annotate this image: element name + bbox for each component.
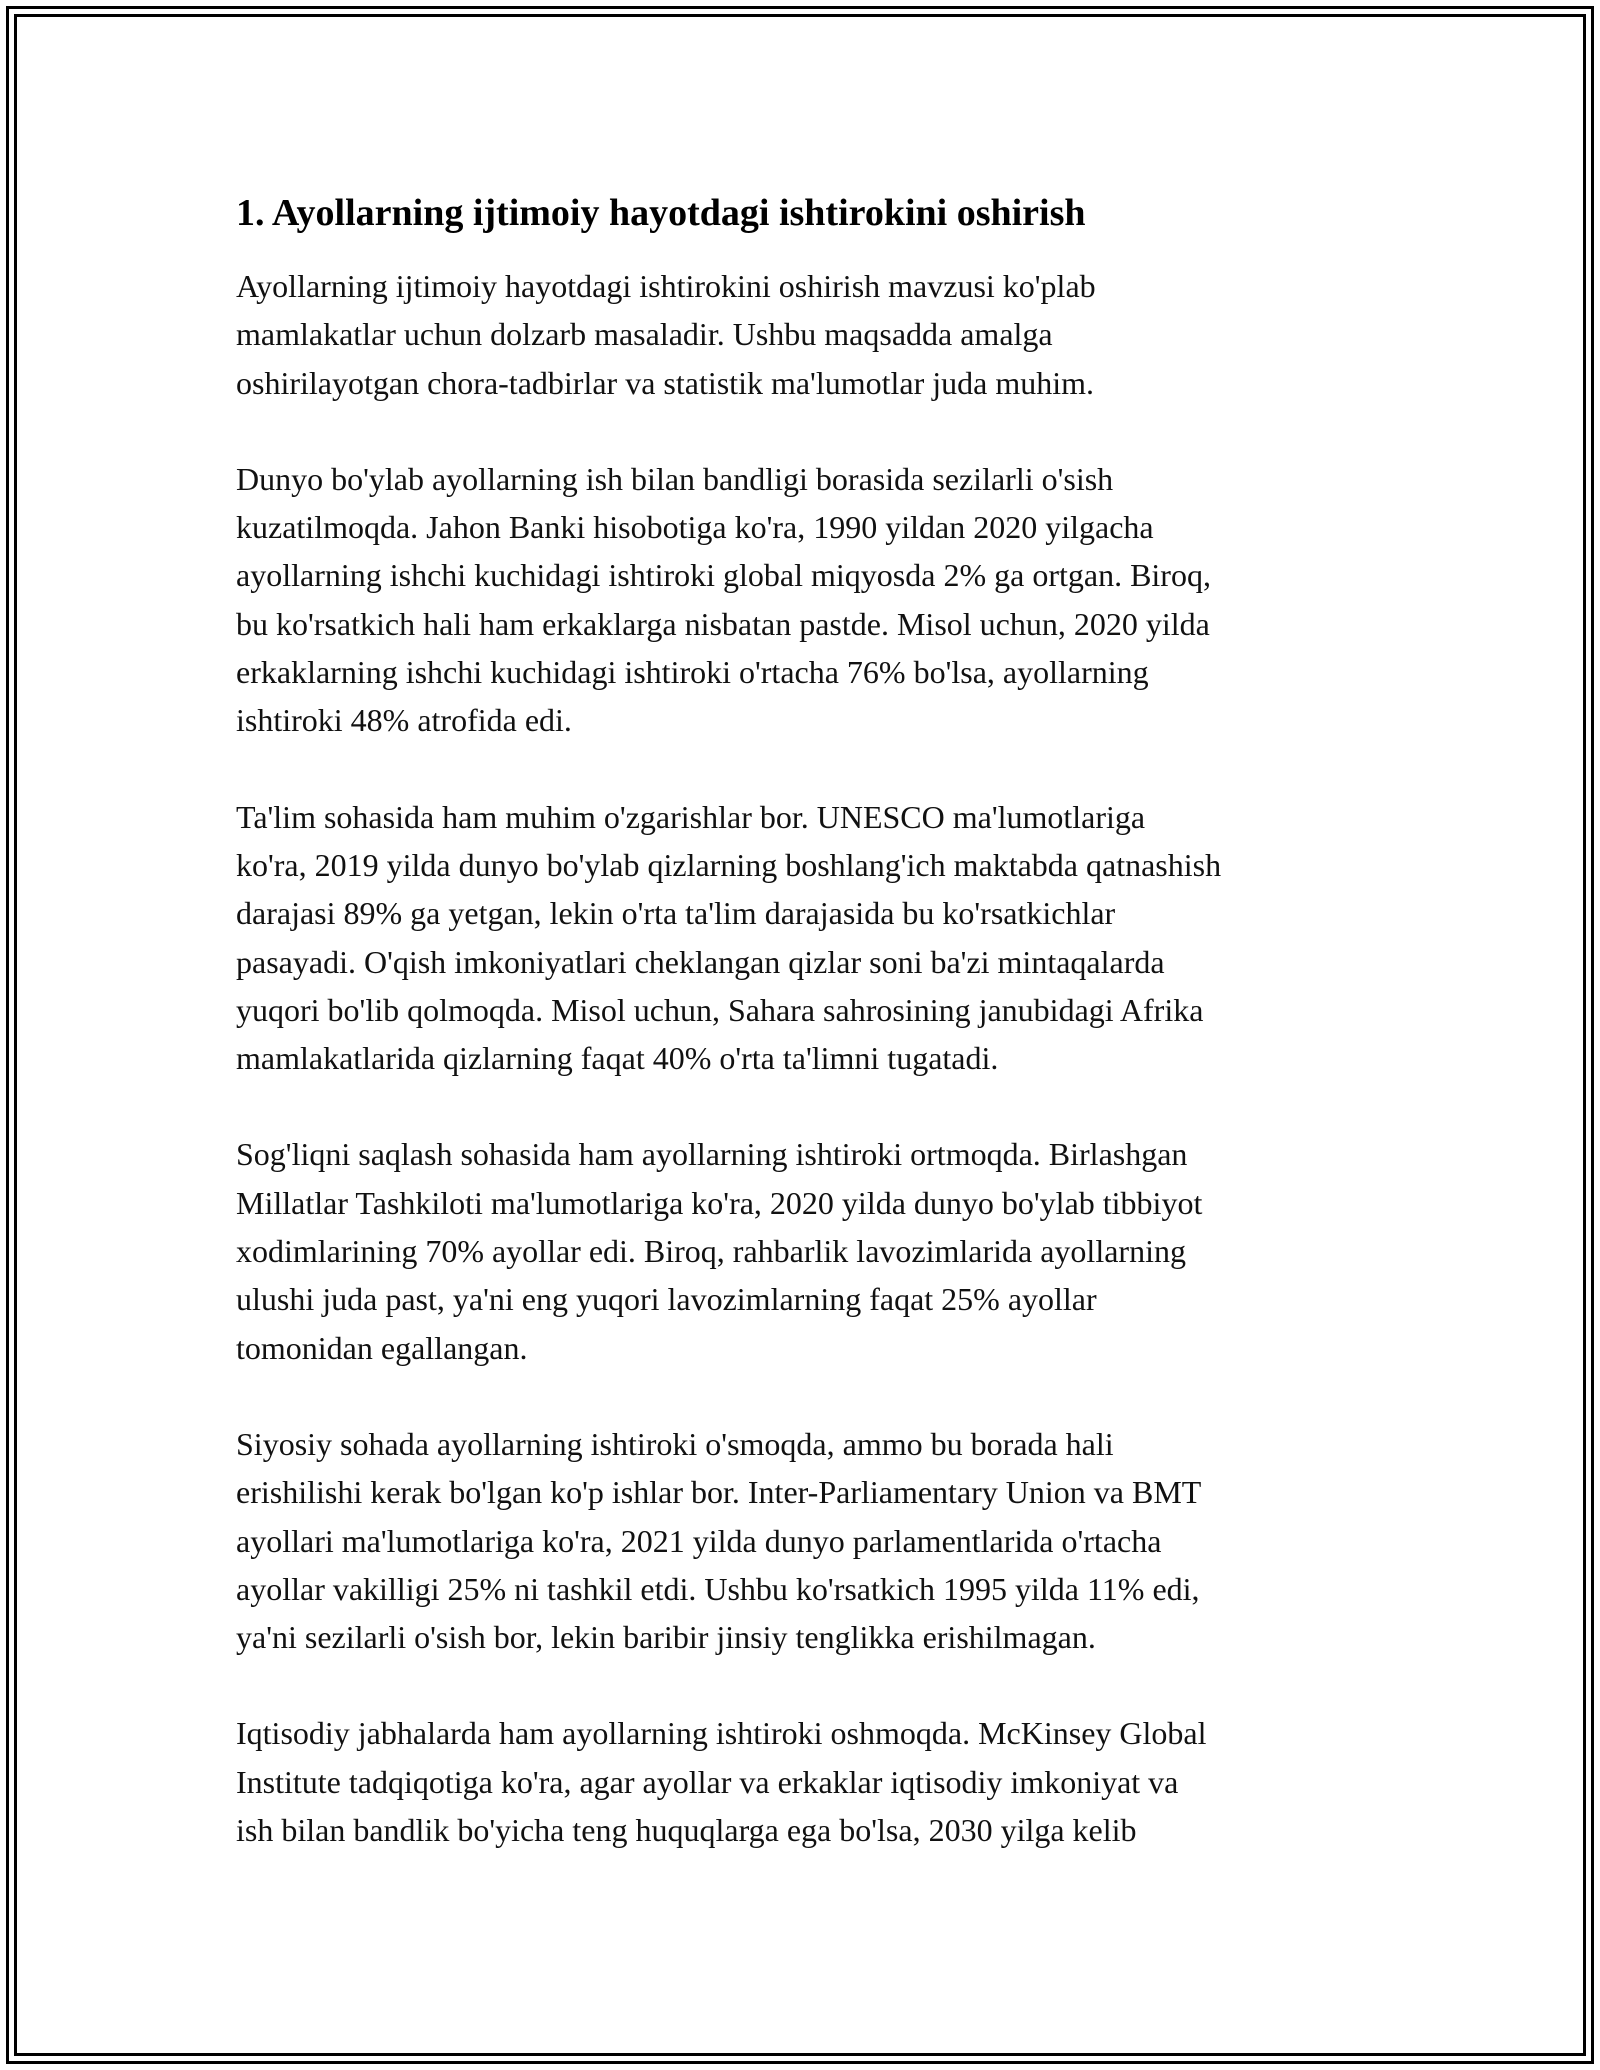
paragraph-line: xodimlarining 70% ayollar edi. Biroq, rahbarlik lavozimlarida ayollarning bbox=[236, 1233, 1186, 1270]
paragraph-line: Institute tadqiqotiga ko'ra, agar ayollar va erkaklar iqtisodiy imkoniyat va bbox=[236, 1763, 1179, 1800]
paragraph-line: pasayadi. O'qish imkoniyatlari cheklangan qizlar soni ba'zi mintaqalarda bbox=[236, 943, 1165, 980]
section-heading: 1. Ayollarning ijtimoiy hayotdagi ishtirokini oshirish bbox=[236, 192, 1086, 234]
paragraph bbox=[236, 262, 1376, 407]
paragraph-line: Ta'lim sohasida ham muhim o'zgarishlar bor. UNESCO ma'lumotlariga bbox=[236, 798, 1146, 835]
paragraph-line: Millatlar Tashkiloti ma'lumotlariga ko'ra, 2020 yilda dunyo bo'ylab tibbiyot bbox=[236, 1184, 1203, 1221]
paragraph-line: ishtiroki 48% atrofida edi. bbox=[236, 702, 572, 739]
paragraph-line: ayollarning ishchi kuchidagi ishtiroki global miqyosda 2% ga ortgan. Biroq, bbox=[236, 557, 1211, 594]
paragraph bbox=[236, 455, 1376, 745]
paragraph-line: mamlakatlar uchun dolzarb masaladir. Ushbu maqsadda amalga bbox=[236, 316, 1053, 353]
paragraph-line: ayollar vakilligi 25% ni tashkil etdi. Ushbu ko'rsatkich 1995 yilda 11% edi, bbox=[236, 1570, 1200, 1607]
paragraph-line: oshirilayotgan chora-tadbirlar va statistik ma'lumotlar juda muhim. bbox=[236, 364, 1094, 401]
paragraph-line: yuqori bo'lib qolmoqda. Misol uchun, Sahara sahrosining janubidagi Afrika bbox=[236, 991, 1204, 1028]
paragraph-line: darajasi 89% ga yetgan, lekin o'rta ta'lim darajasida bu ko'rsatkichlar bbox=[236, 895, 1116, 932]
paragraph-line: tomonidan egallangan. bbox=[236, 1329, 528, 1366]
paragraph-line: mamlakatlarida qizlarning faqat 40% o'rta ta'limni tugatadi. bbox=[236, 1040, 999, 1077]
paragraph-line: ish bilan bandlik bo'yicha teng huquqlarga ega bo'lsa, 2030 yilga kelib bbox=[236, 1812, 1137, 1849]
paragraph-line: Sog'liqni saqlash sohasida ham ayollarning ishtiroki ortmoqda. Birlashgan bbox=[236, 1136, 1188, 1173]
paragraph-line: Ayollarning ijtimoiy hayotdagi ishtirokini oshirish mavzusi ko'plab bbox=[236, 268, 1096, 304]
paragraph-line: erishilishi kerak bo'lgan ko'p ishlar bor. Inter-Parliamentary Union va BMT bbox=[236, 1474, 1202, 1511]
paragraph-line: Iqtisodiy jabhalarda ham ayollarning ishtiroki oshmoqda. McKinsey Global bbox=[236, 1715, 1207, 1752]
paragraph-line: erkaklarning ishchi kuchidagi ishtiroki o'rtacha 76% bo'lsa, ayollarning bbox=[236, 654, 1149, 691]
paragraph-line: ulushi juda past, ya'ni eng yuqori lavozimlarning faqat 25% ayollar bbox=[236, 1281, 1097, 1318]
paragraph-line: ya'ni sezilarli o'sish bor, lekin baribir jinsiy tenglikka erishilmagan. bbox=[236, 1619, 1096, 1656]
paragraph bbox=[236, 793, 1376, 1083]
paragraph-line: bu ko'rsatkich hali ham erkaklarga nisbatan pastde. Misol uchun, 2020 yilda bbox=[236, 605, 1210, 642]
paragraph-line: kuzatilmoqda. Jahon Banki hisobotiga ko'ra, 1990 yildan 2020 yilgacha bbox=[236, 509, 1154, 546]
paragraph-line: ayollari ma'lumotlariga ko'ra, 2021 yilda dunyo parlamentlarida o'rtacha bbox=[236, 1522, 1162, 1559]
paragraph-line: Dunyo bo'ylab ayollarning ish bilan bandligi borasida sezilarli o'sish bbox=[236, 460, 1114, 497]
paragraph-line: Siyosiy sohada ayollarning ishtiroki o'smoqda, ammo bu borada hali bbox=[236, 1425, 1114, 1462]
paragraph-list bbox=[236, 262, 1376, 1854]
paragraph bbox=[236, 1130, 1376, 1371]
document-body bbox=[236, 186, 1376, 1902]
paragraph bbox=[236, 1709, 1376, 1854]
paragraph bbox=[236, 1420, 1376, 1661]
paragraph-line: ko'ra, 2019 yilda dunyo bo'ylab qizlarning boshlang'ich maktabda qatnashish bbox=[236, 846, 1222, 883]
